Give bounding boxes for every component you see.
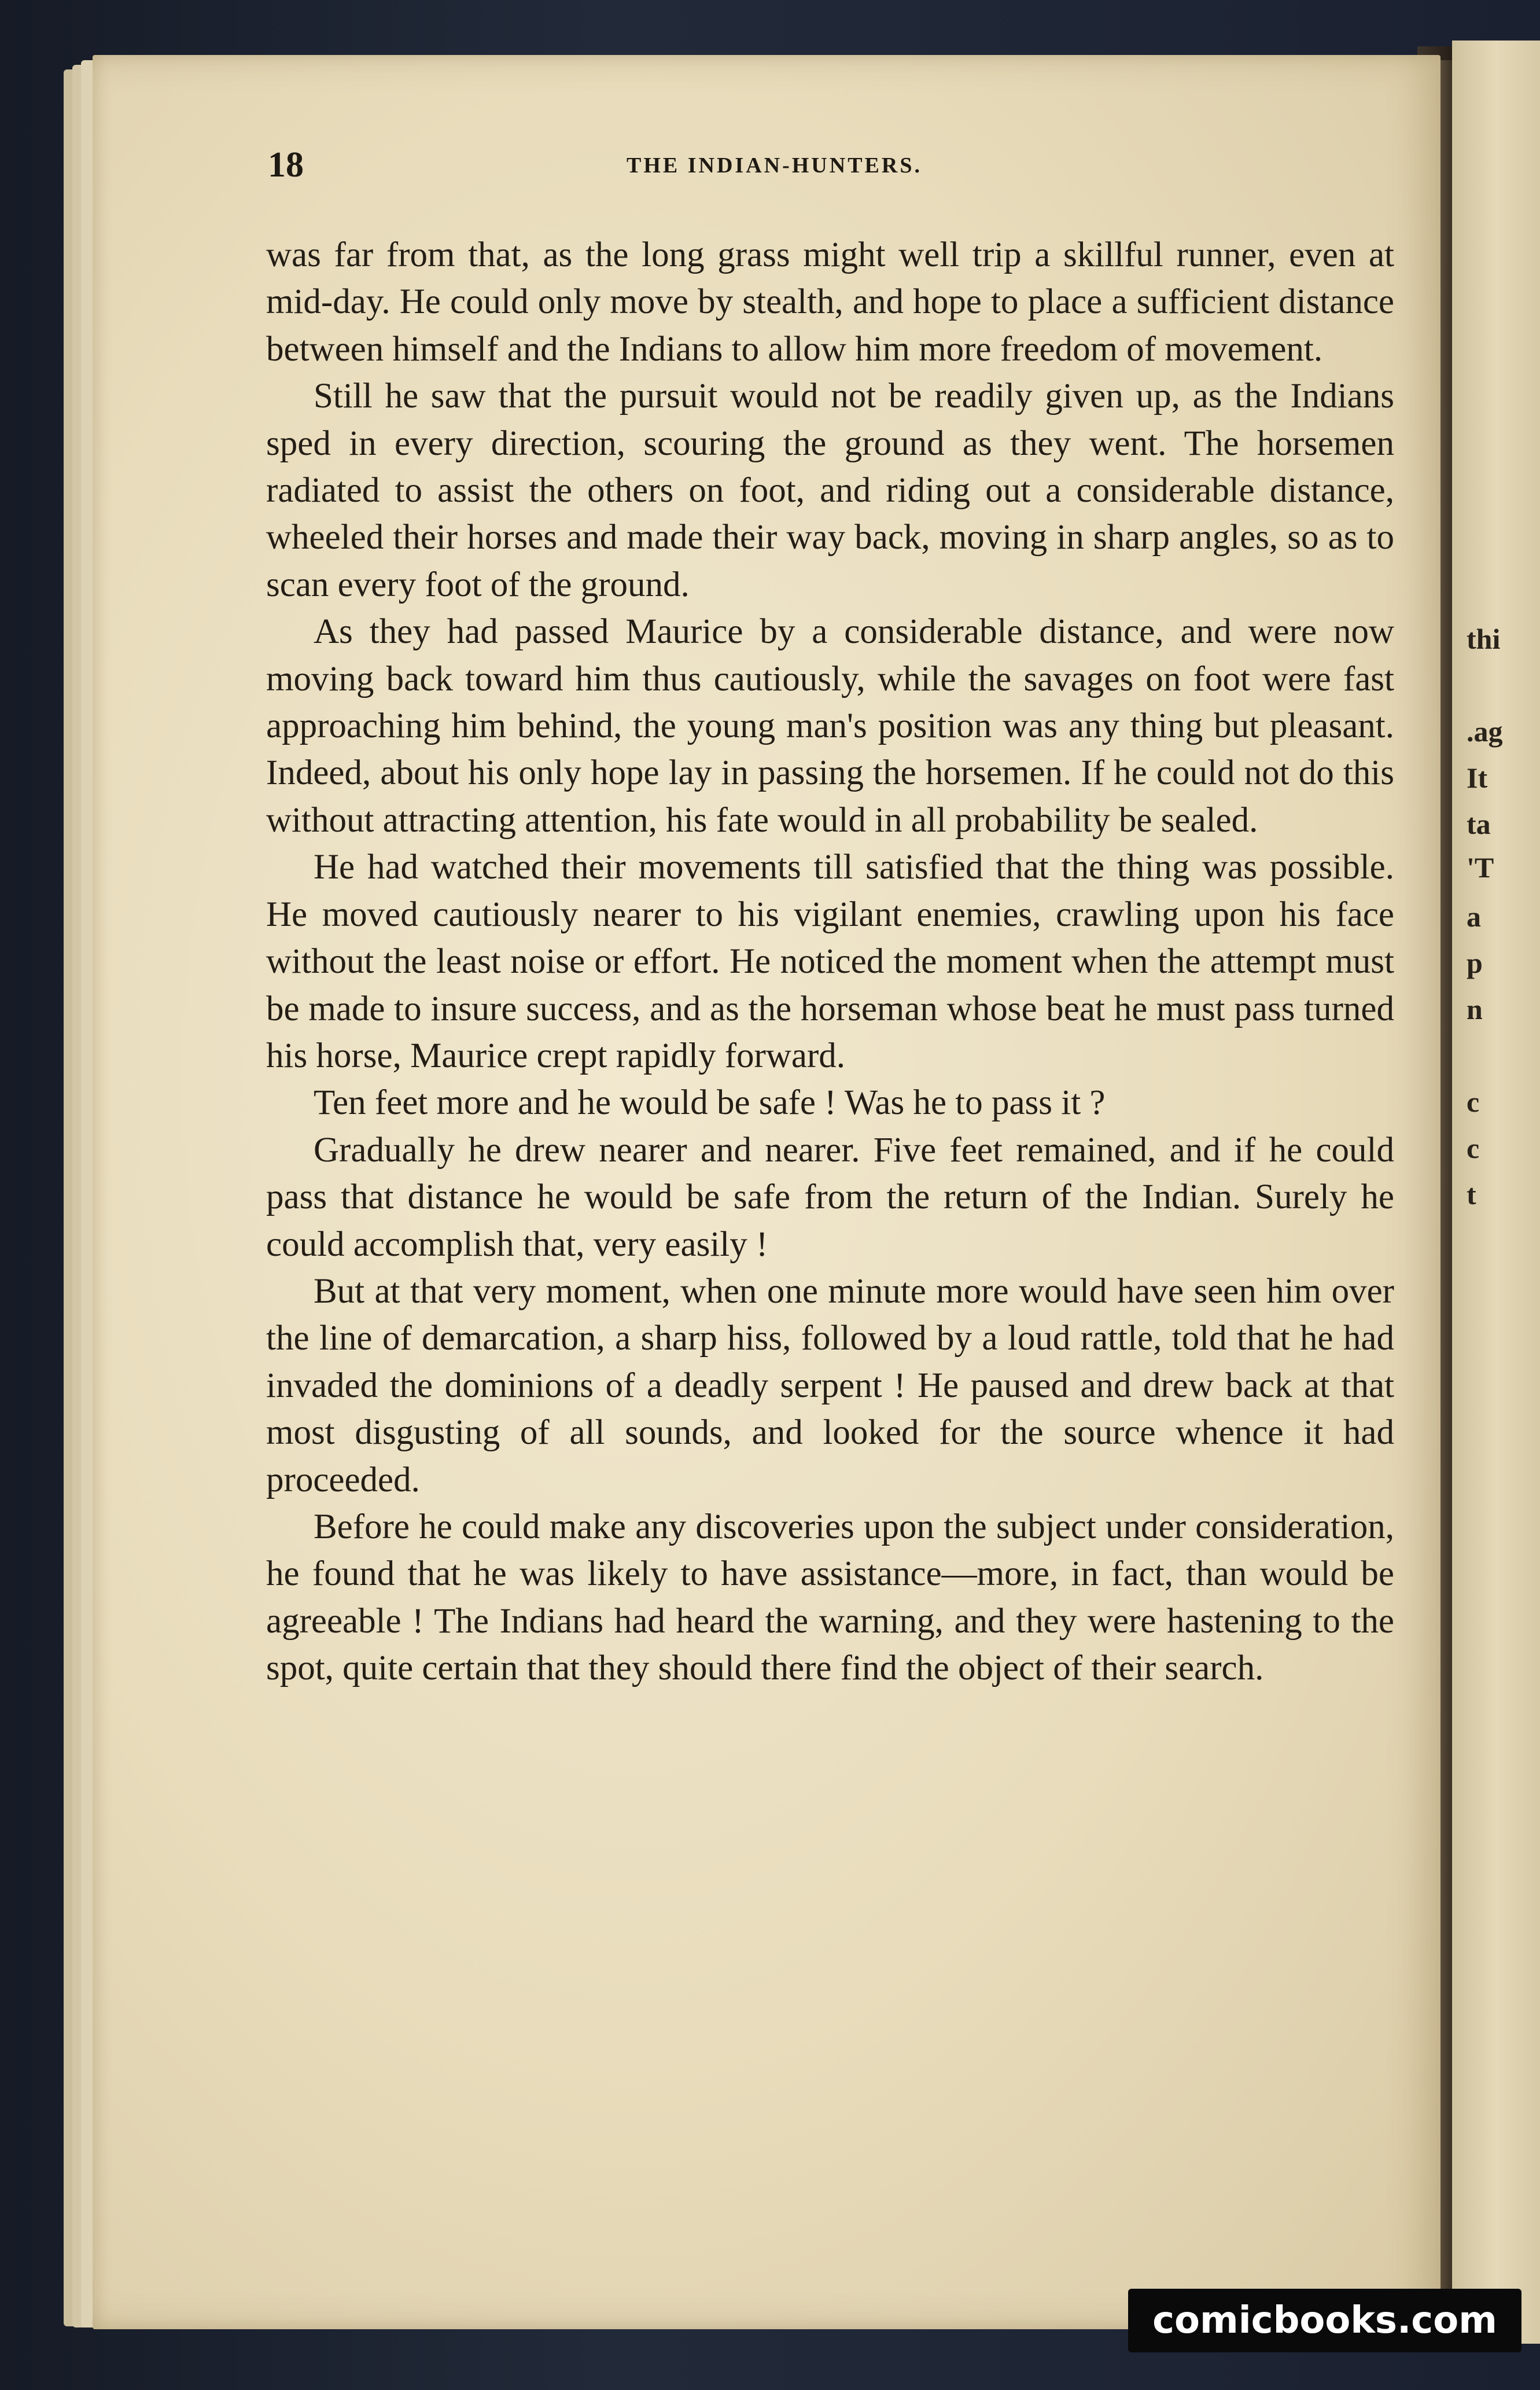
paragraph: Gradually he drew nearer and nearer. Five feet remained, and if he could pass that distance he would be safe from the return of the Indian. Surely he could accomplish that, very easily ! bbox=[266, 1130, 1394, 1264]
facing-page bbox=[1452, 41, 1540, 2344]
facing-page-fragment: n bbox=[1467, 993, 1483, 1025]
running-head bbox=[268, 145, 1396, 191]
paragraph: But at that very moment, when one minute more would have seen him over the line of demarcation, a sharp hiss, followed by a loud rattle, told that he had invaded the dominions of a deadly serpent ! He paused and drew back at that most disgusting of all sounds, and looked for the source whence it had proceeded. bbox=[266, 1271, 1394, 1499]
facing-page-fragment: It bbox=[1467, 762, 1488, 794]
paragraph: Before he could make any discoveries upon the subject under consideration, he found that he was likely to have assistance—more, in fact, than would be agreeable ! The Indians had heard the warning, and they were hastening to the spot, quite certain that they should there find the object of their search. bbox=[266, 1507, 1394, 1688]
facing-page-fragment: p bbox=[1467, 947, 1483, 979]
paragraph: Ten feet more and he would be safe ! Was he to pass it ? bbox=[314, 1083, 1106, 1123]
body-text bbox=[266, 231, 1394, 1692]
facing-page-fragment: t bbox=[1467, 1178, 1476, 1211]
page-number: 18 bbox=[268, 145, 304, 185]
facing-page-fragment: c bbox=[1467, 1086, 1480, 1118]
facing-page-fragment: .ag bbox=[1467, 715, 1503, 748]
watermark-logo: comicbooks.com bbox=[1128, 2289, 1521, 2352]
facing-page-fragment: thi bbox=[1467, 623, 1501, 655]
facing-page-fragment: a bbox=[1467, 900, 1481, 933]
paragraph: was far from that, as the long grass might well trip a skillful runner, even at mid-day. He could only move by stealth, and hope to place a sufficient distance between himself and the Indians to allow him more freedom of movement. bbox=[266, 236, 1394, 369]
facing-page-fragment: ta bbox=[1467, 808, 1491, 840]
facing-page-fragment: 'T bbox=[1467, 851, 1494, 884]
running-title: THE INDIAN-HUNTERS. bbox=[627, 153, 922, 178]
paragraph: As they had passed Maurice by a considerable distance, and were now moving back toward him thus cautiously, while the savages on foot were fast approaching him behind, the young man's position was any thing but pleasant. Indeed, about his only hope lay in passing the horsemen. If he could not do this without attracting attention, his fate would in all probability be sealed. bbox=[266, 612, 1394, 840]
facing-page-fragment: c bbox=[1467, 1132, 1480, 1164]
paragraph: Still he saw that the pursuit would not be readily given up, as the Indians sped in every direction, scouring the ground as they went. The horsemen radiated to assist the others on foot, and riding out a considerable distance, wheeled their horses and made their way back, moving in sharp angles, so as to scan every foot of the ground. bbox=[266, 377, 1394, 604]
paragraph: He had watched their movements till satisfied that the thing was possible. He moved cautiously nearer to his vigilant enemies, crawling upon his face without the least noise or effort. He noticed the moment when the attempt must be made to insure success, and as the horseman whose beat he must pass turned his horse, Maurice crept rapidly forward. bbox=[266, 848, 1394, 1075]
